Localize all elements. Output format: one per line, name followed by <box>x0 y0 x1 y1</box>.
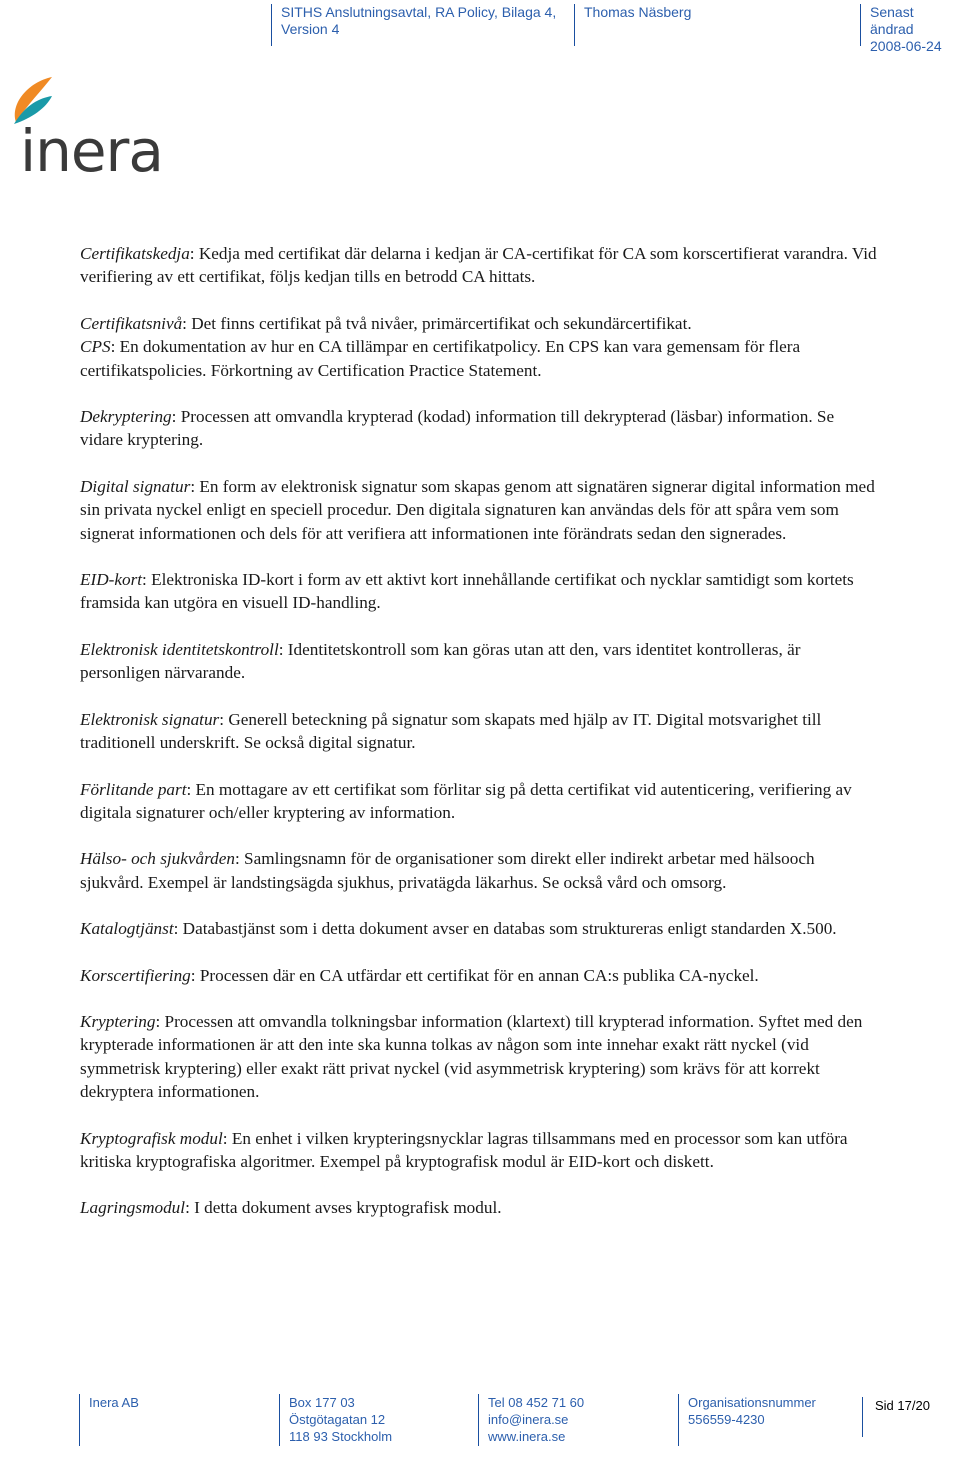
glossary-term: CPS <box>80 337 111 357</box>
footer-email-link[interactable]: info@inera.se <box>488 1412 569 1427</box>
glossary-definition: : En enhet i vilken krypteringsnycklar lagras tillsammans med en processor som kan utföra kritiska kryptografiska algoritmer. Exempel på kryptografisk modul är EID-kort och diskett. <box>80 1128 848 1171</box>
footer-contact <box>478 1394 584 1446</box>
header-changed-label: Senast ändrad <box>870 4 914 37</box>
inera-logo <box>6 74 176 179</box>
header-last-changed <box>860 4 960 54</box>
glossary-entry-lagringsmodul <box>80 1196 880 1219</box>
glossary-entry-cps <box>80 335 880 382</box>
glossary-term: EID-kort <box>80 570 143 590</box>
inera-logo-icon <box>6 74 176 174</box>
glossary-entry-eid-kort <box>80 568 880 615</box>
glossary-term: Korscertifiering <box>80 965 191 985</box>
glossary-entry-korscertifiering <box>80 964 880 987</box>
glossary-term: Katalogtjänst <box>80 919 174 939</box>
footer-phone: Tel 08 452 71 60 <box>488 1395 585 1410</box>
glossary-definition: : En mottagare av ett certifikat som förlitar sig på detta certifikat vid autenticering, verifiering av digitala signaturer och/eller kryptering av information. <box>80 779 852 822</box>
glossary-entry-certifikatsniva <box>80 312 880 335</box>
glossary-definition: : Elektroniska ID-kort i form av ett aktivt kort innehållande certifikat och nycklar samtidigt som kortets framsida kan utgöra en visuell ID-handling. <box>80 570 854 613</box>
glossary-entry-katalogtjanst <box>80 917 880 940</box>
glossary-definition: : Generell beteckning på signatur som skapats med hjälp av IT. Digital motsvarighet till traditionell underskrift. Se också digital signatur. <box>80 709 822 753</box>
glossary-entry-elektronisk-identitetskontroll <box>80 638 880 685</box>
glossary-term: Kryptering <box>80 1011 156 1031</box>
glossary-term: Hälso- och sjukvården <box>80 849 235 869</box>
glossary-definition: : Processen att omvandla krypterad (kodad) information till dekrypterad (läsbar) information. Se vidare kryptering. <box>80 407 835 450</box>
glossary-term: Elektronisk signatur <box>80 709 220 729</box>
glossary-definition: : I detta dokument avses kryptografisk modul. <box>185 1198 502 1218</box>
glossary-term: Digital signatur <box>80 476 191 496</box>
footer-org-label: Organisationsnummer <box>688 1395 816 1410</box>
glossary-entry-kryptering <box>80 1010 880 1104</box>
page-number: Sid 17/20 <box>862 1397 930 1437</box>
footer-company-name: Inera AB <box>89 1395 139 1410</box>
footer-org-number: 556559-4230 <box>688 1412 765 1427</box>
footer-web-link[interactable]: www.inera.se <box>488 1429 566 1444</box>
footer-org <box>678 1394 816 1446</box>
footer-address-line1: Box 177 03 <box>289 1395 355 1410</box>
glossary-term: Certifikatsnivå <box>80 313 183 333</box>
glossary-entry-elektronisk-signatur <box>80 708 880 755</box>
glossary-definition: : Identitetskontroll som kan göras utan att den, vars identitet kontrolleras, är personligen närvarande. <box>80 639 801 683</box>
footer-address-line2: Östgötagatan 12 <box>289 1412 386 1427</box>
glossary-term: Certifikatskedja <box>80 244 190 263</box>
glossary-definition: : Kedja med certifikat där delarna i kedjan är CA-certifikat för CA som korscertifierat varandra. Vid verifiering av ett certifikat, följs kedjan tills en betrodd CA hittats. <box>80 244 877 287</box>
glossary-list <box>80 242 880 1243</box>
glossary-definition: : Databastjänst som i detta dokument avser en databas som struktureras enligt standarden X.500. <box>173 919 837 939</box>
header-document-title <box>271 4 556 46</box>
header-title-line1: SITHS Anslutningsavtal, RA Policy, Bilaga 4, <box>281 4 557 20</box>
header-title-line2: Version 4 <box>281 21 340 37</box>
glossary-entry-digital-signatur <box>80 475 880 545</box>
inera-logo-text: inera <box>20 117 163 174</box>
header-author <box>574 4 691 46</box>
footer-address <box>279 1394 392 1446</box>
glossary-entry-certifikatskedja <box>80 242 880 289</box>
glossary-entry-forlitande-part <box>80 778 880 825</box>
glossary-entry-kryptografisk-modul <box>80 1127 880 1174</box>
glossary-entry-dekryptering <box>80 405 880 452</box>
header-changed-date: 2008-06-24 <box>870 38 942 54</box>
glossary-definition: : Processen där en CA utfärdar ett certifikat för en annan CA:s publika CA-nyckel. <box>190 965 759 985</box>
glossary-term: Förlitande part <box>80 779 187 799</box>
header-author-name: Thomas Näsberg <box>584 4 692 20</box>
glossary-definition: : Det finns certifikat på två nivåer, primärcertifikat och sekundärcertifikat. <box>182 313 692 333</box>
glossary-definition: : Samlingsnamn för de organisationer som direkt eller indirekt arbetar med hälsooch sjukvård. Exempel är landstingsägda sjukhus, privatägda läkarhus. Se också vård och omsorg. <box>80 849 815 892</box>
glossary-definition: : En dokumentation av hur en CA tillämpar en certifikatpolicy. En CPS kan vara gemensam för flera certifikatspolicies. Förkortning av Certification Practice Statement. <box>80 337 801 380</box>
footer-company <box>79 1394 139 1446</box>
glossary-term: Lagringsmodul <box>80 1198 186 1218</box>
glossary-entry-halso-och-sjukvarden <box>80 847 880 894</box>
glossary-term: Dekryptering <box>80 407 172 427</box>
glossary-definition: : En form av elektronisk signatur som skapas genom att signatären signerar digital information med sin privata nyckel enligt en speciell procedur. Den digitala signaturen kan användas dels för att spåra vem som signerat informationen och dels för att verifiera att informationen inte förändrats sedan den signerades. <box>80 476 875 543</box>
footer-address-line3: 118 93 Stockholm <box>289 1429 393 1444</box>
glossary-term: Elektronisk identitetskontroll <box>80 639 279 659</box>
glossary-definition: : Processen att omvandla tolkningsbar information (klartext) till krypterad information. Syftet med den krypterade informationen är att den inte ska kunna tolkas av någon som inte innehar exakt rätt nyckel (vid symmetrisk kryptering) eller exakt rätt privat nyckel (vid asymmetrisk kryptering) som krävs för att korrekt dekryptera informationen. <box>80 1011 863 1102</box>
glossary-term: Kryptografisk modul <box>80 1128 223 1148</box>
